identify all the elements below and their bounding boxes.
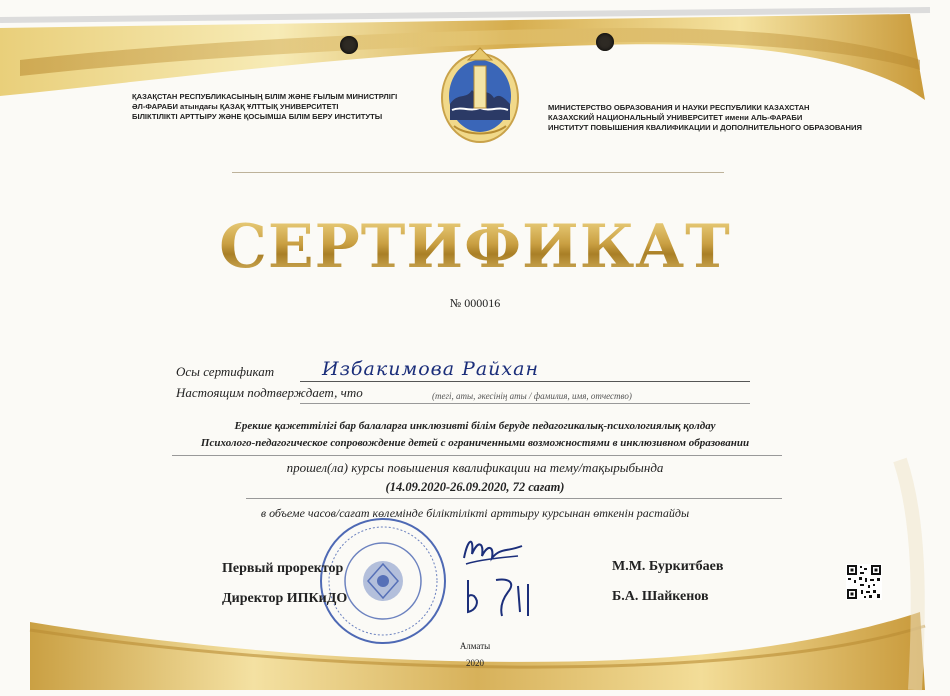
- signatory-role-1: Первый проректор: [222, 561, 344, 576]
- punch-hole-left: [340, 36, 358, 54]
- signatory-name-1: М.М. Буркитбаев: [612, 559, 724, 574]
- course-topic-ru: Психолого-педагогическое сопровождение детей с ограниченными возможностями в инклюзивном образовании: [200, 437, 750, 449]
- header-right-line: МИНИСТЕРСТВО ОБРАЗОВАНИЯ И НАУКИ РЕСПУБЛИКИ КАЗАХСТАН: [548, 103, 810, 112]
- signature-first: [458, 528, 528, 572]
- punch-hole-right: [596, 33, 614, 51]
- city: Алматы: [459, 641, 491, 651]
- qr-code: [846, 564, 882, 600]
- hint-underline: [300, 403, 750, 404]
- label-ru: Настоящим подтверждает, что: [176, 385, 363, 400]
- name-underline: [300, 381, 750, 382]
- topic-underline: [172, 455, 782, 456]
- course-topic-kz: Ерекше қажеттілігі бар балаларға инклюзивті білім беруде педагогикалық-психологиялық қолдау: [234, 420, 716, 432]
- header-left-line: БІЛІКТІЛІКТІ АРТТЫРУ ЖӘНЕ ҚОСЫМША БІЛІМ БЕРУ ИНСТИТУТЫ: [132, 112, 383, 121]
- course-dates: (14.09.2020-26.09.2020, 72 сағат): [385, 480, 565, 494]
- passed-text: прошел(ла) курсы повышения квалификации на тему/тақырыбында: [286, 460, 664, 475]
- signature-second: [462, 572, 542, 622]
- dates-underline: [246, 498, 782, 499]
- name-hint: (тегі, аты, әкесінің аты / фамилия, имя, отчество): [432, 391, 632, 401]
- official-stamp: [318, 516, 448, 646]
- volume-text: в объеме часов/сағат көлемінде біліктілікті арттыру курсынан өткенін растайды: [260, 506, 690, 520]
- header-right-line: КАЗАХСКИЙ НАЦИОНАЛЬНЫЙ УНИВЕРСИТЕТ имени АЛЬ-ФАРАБИ: [548, 113, 803, 122]
- header-left-line: ӘЛ-ФАРАБИ атындағы ҚАЗАҚ ҰЛТТЫҚ УНИВЕРСИТЕТІ: [132, 102, 339, 111]
- header-divider: [232, 172, 724, 173]
- certificate-number: № 000016: [449, 296, 501, 310]
- signatory-name-2: Б.А. Шайкенов: [612, 589, 709, 604]
- header-right-block: [548, 103, 862, 133]
- header-right-line: ИНСТИТУТ ПОВЫШЕНИЯ КВАЛИФИКАЦИИ И ДОПОЛНИТЕЛЬНОГО ОБРАЗОВАНИЯ: [548, 123, 862, 132]
- university-emblem: [438, 40, 522, 146]
- certificate-title: СЕРТИФИКАТ: [0, 212, 950, 282]
- signatory-role-2: Директор ИПКиДО: [222, 591, 348, 606]
- label-kz: Осы сертификат: [176, 364, 275, 379]
- holder-name: Избакимова Райхан: [322, 358, 539, 380]
- year: 2020: [466, 658, 484, 668]
- header-left-block: [132, 92, 397, 122]
- header-left-line: ҚАЗАҚСТАН РЕСПУБЛИКАСЫНЫҢ БІЛІМ ЖӘНЕ ҒЫЛЫМ МИНИСТРЛІГІ: [132, 92, 398, 101]
